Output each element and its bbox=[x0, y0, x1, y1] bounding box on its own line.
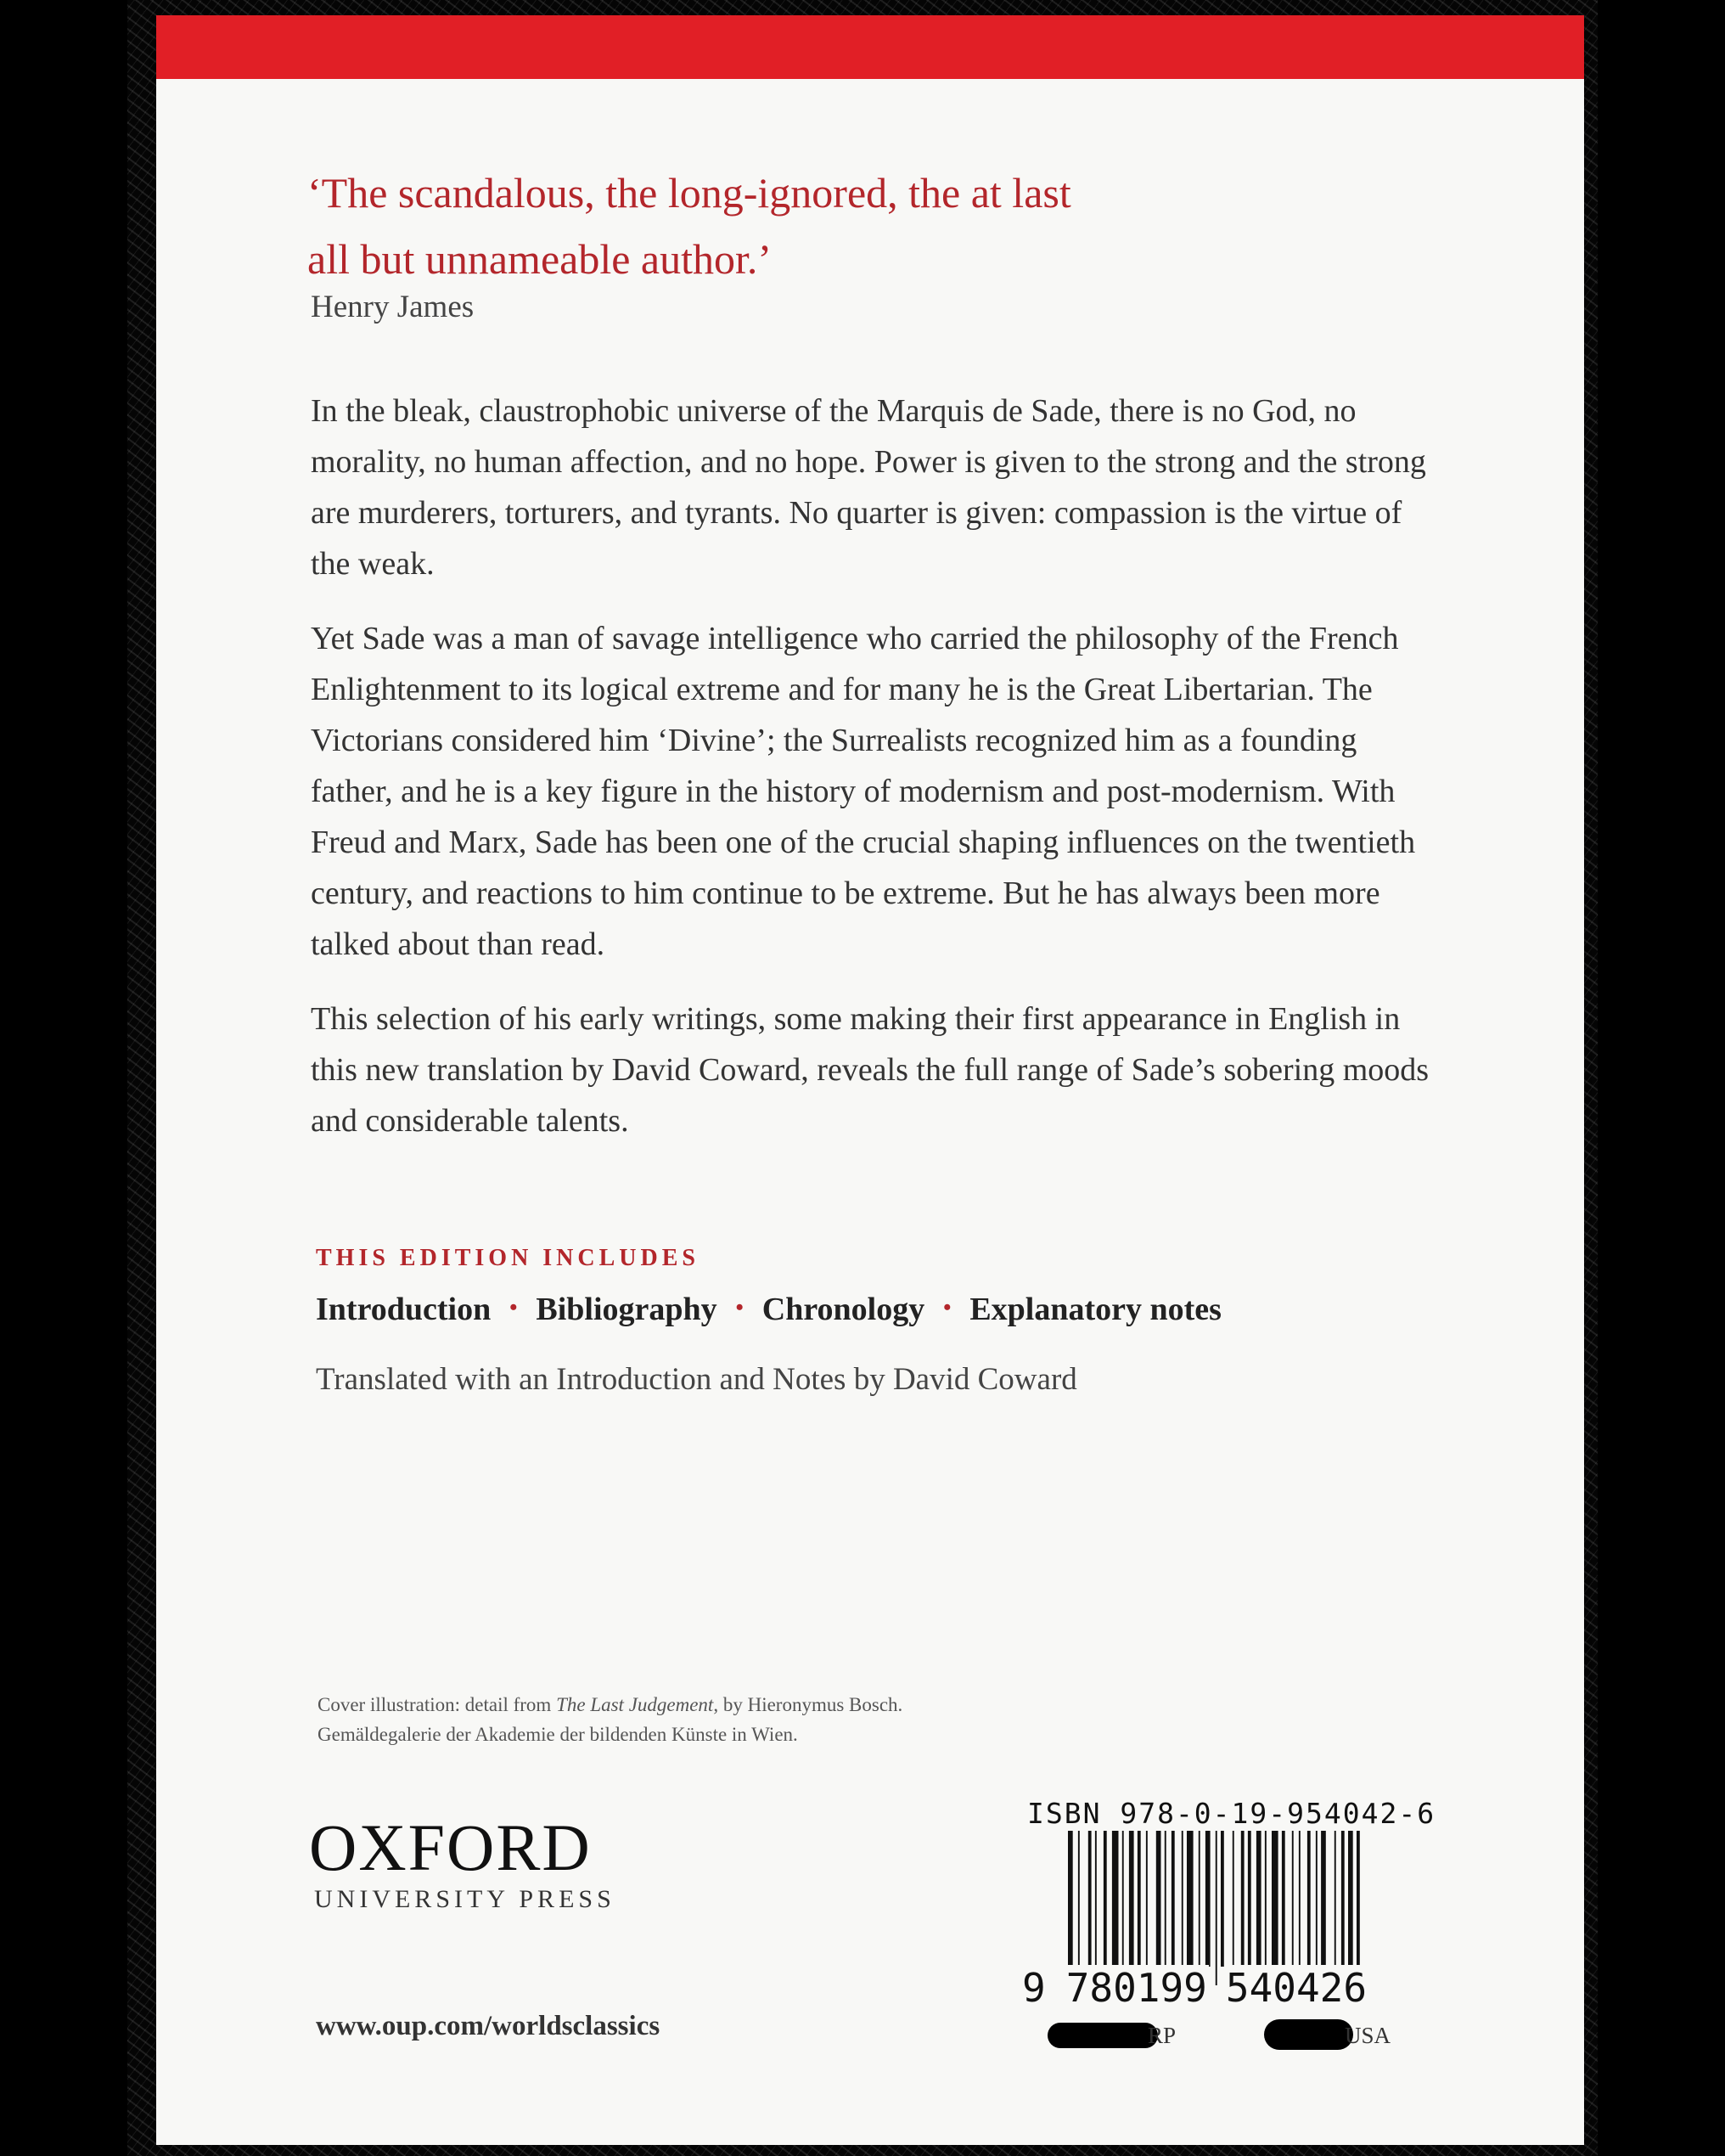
barcode-digits-right: 540426 bbox=[1225, 1965, 1368, 2011]
barcode-digit-lead: 9 bbox=[1022, 1965, 1046, 2011]
isbn-label: ISBN 978-0-19-954042-6 bbox=[1027, 1797, 1436, 1830]
barcode-bar bbox=[1265, 1831, 1267, 1967]
blurb-paragraph-3: This selection of his early writings, some making their first appearance in English in this new translation by David Coward, reveals the full range of Sade’s sobering moods and considerable talents. bbox=[311, 1001, 1430, 1139]
barcode-bar bbox=[1095, 1831, 1097, 1967]
barcode-bar bbox=[1156, 1831, 1161, 1967]
book-back-cover bbox=[156, 15, 1584, 2145]
barcode-bar bbox=[1233, 1831, 1234, 1967]
barcode-bar bbox=[1272, 1831, 1278, 1967]
price-row bbox=[1048, 2019, 1438, 2062]
include-item: Introduction bbox=[316, 1292, 492, 1327]
barcode-bar bbox=[1248, 1831, 1251, 1967]
barcode-bar bbox=[1205, 1831, 1211, 1967]
barcode-bar bbox=[1078, 1831, 1080, 1985]
barcode-bar bbox=[1122, 1831, 1124, 1967]
barcode-bar bbox=[1282, 1831, 1285, 1967]
publisher-name: OXFORD bbox=[309, 1810, 592, 1884]
barcode-bar bbox=[1321, 1831, 1326, 1967]
barcode-bar bbox=[1165, 1831, 1166, 1967]
publisher-url: www.oup.com/worldsclassics bbox=[316, 2011, 660, 2041]
credit-prefix: Cover illustration: detail from bbox=[317, 1694, 557, 1715]
translator-credit: Translated with an Introduction and Notes by David Coward bbox=[316, 1362, 1077, 1397]
barcode-bar bbox=[1182, 1831, 1183, 1967]
bullet-icon: • bbox=[943, 1295, 952, 1320]
redaction-mark bbox=[1048, 2023, 1158, 2048]
barcode-bar bbox=[1348, 1831, 1353, 1967]
barcode-bar bbox=[1172, 1831, 1175, 1967]
include-item: Bibliography bbox=[536, 1292, 717, 1327]
price-usa-label: USA bbox=[1345, 2023, 1391, 2048]
include-item: Explanatory notes bbox=[969, 1292, 1222, 1327]
edition-includes-list bbox=[316, 1291, 1222, 1328]
barcode-bar bbox=[1334, 1831, 1336, 1967]
quote-line-2: all but unnameable author.’ bbox=[307, 235, 773, 283]
barcode-bar bbox=[1138, 1831, 1141, 1967]
barcode-bar bbox=[1112, 1831, 1119, 1967]
right-border bbox=[1598, 0, 1725, 2156]
barcode-bar bbox=[1221, 1831, 1224, 1967]
barcode-bar bbox=[1216, 1831, 1217, 1985]
barcode-bar bbox=[1146, 1831, 1148, 1967]
barcode-bar bbox=[1307, 1831, 1311, 1967]
barcode-bar bbox=[1088, 1831, 1092, 1967]
barcode-bar bbox=[1299, 1831, 1301, 1967]
barcode-bar bbox=[1129, 1831, 1134, 1967]
pull-quote bbox=[307, 160, 1241, 292]
credit-work-title: The Last Judgement bbox=[556, 1694, 714, 1715]
barcode-bar bbox=[1357, 1831, 1360, 1985]
blurb bbox=[311, 386, 1440, 1170]
barcode-bar bbox=[1256, 1831, 1261, 1967]
price-rp-label: RP bbox=[1148, 2023, 1177, 2048]
credit-suffix: , by Hieronymus Bosch. bbox=[713, 1694, 903, 1715]
barcode-bar bbox=[1068, 1831, 1073, 1985]
bullet-icon: • bbox=[735, 1295, 744, 1320]
barcode-bar bbox=[1104, 1831, 1107, 1967]
barcode-bar bbox=[1187, 1831, 1194, 1967]
barcode-bar bbox=[1199, 1831, 1200, 1967]
bullet-icon: • bbox=[509, 1295, 518, 1320]
quote-attribution: Henry James bbox=[311, 290, 475, 324]
publisher-subtitle: UNIVERSITY PRESS bbox=[314, 1885, 615, 1913]
red-top-band bbox=[156, 15, 1584, 79]
left-border bbox=[0, 0, 127, 2156]
credit-line-2: Gemäldegalerie der Akademie der bildenden Künste in Wien. bbox=[317, 1724, 798, 1745]
barcode-bar bbox=[1241, 1831, 1245, 1967]
redaction-mark bbox=[1264, 2019, 1353, 2050]
edition-includes-heading: THIS EDITION INCLUDES bbox=[316, 1245, 700, 1271]
publisher-logo bbox=[309, 1810, 615, 1914]
blurb-paragraph-1: In the bleak, claustrophobic universe of the Marquis de Sade, there is no God, no morality, no human affection, and no hope. Power is given to the strong and the strong are murderers, torturers, and tyrants. No quarter is given: compassion is the virtue of the weak. bbox=[311, 393, 1426, 582]
barcode-digits-left: 780199 bbox=[1065, 1965, 1207, 2011]
barcode-bar bbox=[1292, 1831, 1294, 1967]
blurb-paragraph-2: Yet Sade was a man of savage intelligence who carried the philosophy of the French Enlightenment to its logical extreme and for many he is the Great Libertarian. The Victorians considered him ‘Divine’; the Surrealists recognized him as a founding father, and he is a key figure in the history of modernism and post-modernism. With Freud and Marx, Sade has been one of the crucial shaping influences on the twentieth century, and reactions to him continue to be extreme. But he has always been more talked about than read. bbox=[311, 621, 1416, 962]
include-item: Chronology bbox=[761, 1292, 925, 1327]
barcode-bar bbox=[1341, 1831, 1345, 1967]
barcode-digits bbox=[1022, 1965, 1368, 2011]
barcode-bar bbox=[1316, 1831, 1318, 1967]
cover-illustration-credit bbox=[317, 1690, 1082, 1749]
quote-line-1: ‘The scandalous, the long-ignored, the at last bbox=[307, 169, 1071, 217]
